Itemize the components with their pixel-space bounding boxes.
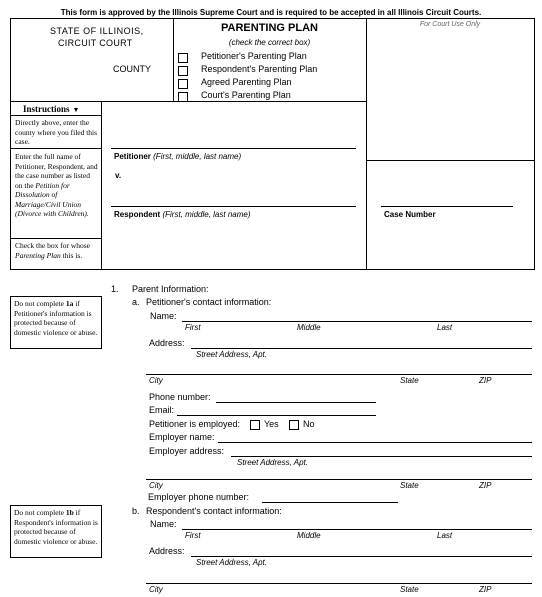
instruction-2-italic: Petition for Dissolution of Marriage/Civil Union (Divorce with Children).	[15, 180, 89, 218]
pet-employer-zip-hint: ZIP	[479, 481, 492, 490]
pet-employed-no-label: No	[303, 419, 315, 429]
petitioner-name-line[interactable]	[111, 148, 356, 149]
court-use-bottom	[366, 160, 534, 161]
instruction-2	[15, 152, 99, 219]
note-1b-bold: 1b	[65, 508, 74, 517]
pet-zip-hint: ZIP	[479, 376, 492, 385]
case-number-line[interactable]	[381, 206, 513, 207]
versus-label: v.	[115, 171, 122, 180]
header-top-border	[10, 18, 535, 19]
section1-title: Parent Information:	[132, 284, 209, 294]
resp-first-hint: First	[185, 531, 201, 540]
state-label: STATE OF ILLINOIS,	[50, 26, 144, 36]
pet-employer-state-hint: State	[400, 481, 419, 490]
note-1a-pre: Do not complete	[14, 299, 66, 308]
pet-employer-city-field[interactable]	[146, 479, 532, 480]
resp-address-label: Address:	[149, 546, 185, 556]
instructions-heading-text: Instructions	[23, 104, 70, 114]
header-mid-border	[10, 101, 367, 102]
instr-sep-2	[10, 238, 102, 239]
pet-employer-name-field[interactable]	[218, 442, 532, 443]
petitioner-caption	[114, 152, 241, 161]
pet-street-hint: Street Address, Apt.	[196, 350, 267, 359]
pet-middle-hint: Middle	[297, 323, 321, 332]
pet-city-field[interactable]	[146, 374, 532, 375]
section1a-label: a.	[132, 297, 140, 307]
instruction-2-text: Enter the full name of Petitioner, Respondent, and the case number as listed on the	[15, 152, 98, 190]
instr-right-border	[101, 101, 102, 269]
resp-city-field[interactable]	[146, 583, 532, 584]
pet-city-hint: City	[149, 376, 163, 385]
respondent-label: Respondent	[114, 210, 161, 219]
header-notice: This form is approved by the Illinois Supreme Court and is required to be accepted in all Illinois Circuit Courts.	[60, 8, 482, 17]
court-use-divider	[366, 18, 367, 270]
instruction-3-end: this is.	[60, 250, 83, 260]
circuit-label: CIRCUIT COURT	[58, 38, 133, 48]
instr-heading-line	[10, 115, 102, 116]
pet-phone-label: Phone number:	[149, 392, 211, 402]
pet-employer-street-field[interactable]	[231, 456, 532, 457]
instruction-1: Directly above, enter the county where you filed this case.	[15, 118, 98, 146]
resp-name-field[interactable]	[182, 529, 532, 530]
respondent-name-line[interactable]	[111, 206, 356, 207]
petitioner-hint: (First, middle, last name)	[153, 152, 242, 161]
resp-last-hint: Last	[437, 531, 453, 540]
instruction-3	[15, 241, 99, 260]
respondent-plan-label: Respondent's Parenting Plan	[201, 64, 318, 74]
pet-state-hint: State	[400, 376, 419, 385]
respondent-plan-checkbox[interactable]	[178, 66, 188, 76]
pet-employer-city-hint: City	[149, 481, 163, 490]
chevron-down-icon: ▼	[72, 106, 80, 114]
instruction-3-italic: Parenting Plan	[15, 250, 61, 260]
pet-last-hint: Last	[437, 323, 453, 332]
case-number-label: Case Number	[384, 210, 436, 219]
pet-employer-phone-field[interactable]	[262, 502, 398, 503]
agreed-plan-label: Agreed Parenting Plan	[201, 77, 292, 87]
pet-street-field[interactable]	[191, 348, 532, 349]
petitioner-plan-label: Petitioner's Parenting Plan	[201, 51, 307, 61]
pet-employed-label: Petitioner is employed:	[149, 419, 241, 429]
pet-first-hint: First	[185, 323, 201, 332]
pet-employer-name-label: Employer name:	[149, 432, 215, 442]
section1-number: 1.	[111, 284, 119, 294]
resp-name-label: Name:	[150, 519, 177, 529]
court-use-label: For Court Use Only	[419, 21, 481, 28]
pet-email-label: Email:	[149, 405, 175, 415]
section1b-label: b.	[132, 506, 140, 516]
note-1a	[10, 296, 102, 349]
pet-employer-phone-label: Employer phone number:	[148, 492, 250, 502]
resp-street-field[interactable]	[191, 556, 532, 557]
pet-email-field[interactable]	[177, 415, 376, 416]
section1b-title: Respondent's contact information:	[146, 506, 282, 516]
resp-city-hint: City	[149, 585, 163, 594]
pet-employed-yes-label: Yes	[264, 419, 279, 429]
header-right-border	[534, 18, 535, 270]
instruction-3-text: Check the box for whose	[15, 241, 90, 250]
pet-employer-address-label: Employer address:	[149, 446, 225, 456]
court-plan-checkbox[interactable]	[178, 92, 188, 102]
instructions-heading	[23, 104, 79, 114]
pet-address-label: Address:	[149, 338, 185, 348]
note-1b-pre: Do not complete	[14, 508, 66, 517]
note-1a-bold: 1a	[65, 299, 74, 308]
pet-employer-street-hint: Street Address, Apt.	[237, 458, 308, 467]
plan-title: PARENTING PLAN	[221, 22, 318, 34]
resp-street-hint: Street Address, Apt.	[196, 558, 267, 567]
county-label: COUNTY	[113, 64, 151, 74]
pet-name-label: Name:	[150, 311, 177, 321]
court-plan-label: Court's Parenting Plan	[201, 90, 291, 100]
pet-phone-field[interactable]	[216, 402, 376, 403]
note-1b	[10, 505, 102, 558]
resp-zip-hint: ZIP	[479, 585, 492, 594]
pet-employed-yes-checkbox[interactable]	[250, 420, 260, 430]
respondent-caption	[114, 210, 251, 219]
petitioner-plan-checkbox[interactable]	[178, 53, 188, 63]
pet-name-field[interactable]	[182, 321, 532, 322]
plan-subtitle: (check the correct box)	[228, 38, 311, 47]
note-1a-post: if Petitioner's information is protected because of domestic violence or abuse.	[14, 299, 98, 337]
header-left-border	[10, 18, 11, 270]
respondent-hint: (First, middle, last name)	[162, 210, 251, 219]
note-1b-post: if Respondent's information is protected because of domestic violence or abuse.	[14, 508, 98, 546]
instr-sep-1	[10, 148, 102, 149]
pet-employed-no-checkbox[interactable]	[289, 420, 299, 430]
petitioner-label: Petitioner	[114, 152, 151, 161]
resp-middle-hint: Middle	[297, 531, 321, 540]
resp-state-hint: State	[400, 585, 419, 594]
agreed-plan-checkbox[interactable]	[178, 79, 188, 89]
header-bottom-border	[10, 269, 535, 270]
section1a-title: Petitioner's contact information:	[146, 297, 272, 307]
